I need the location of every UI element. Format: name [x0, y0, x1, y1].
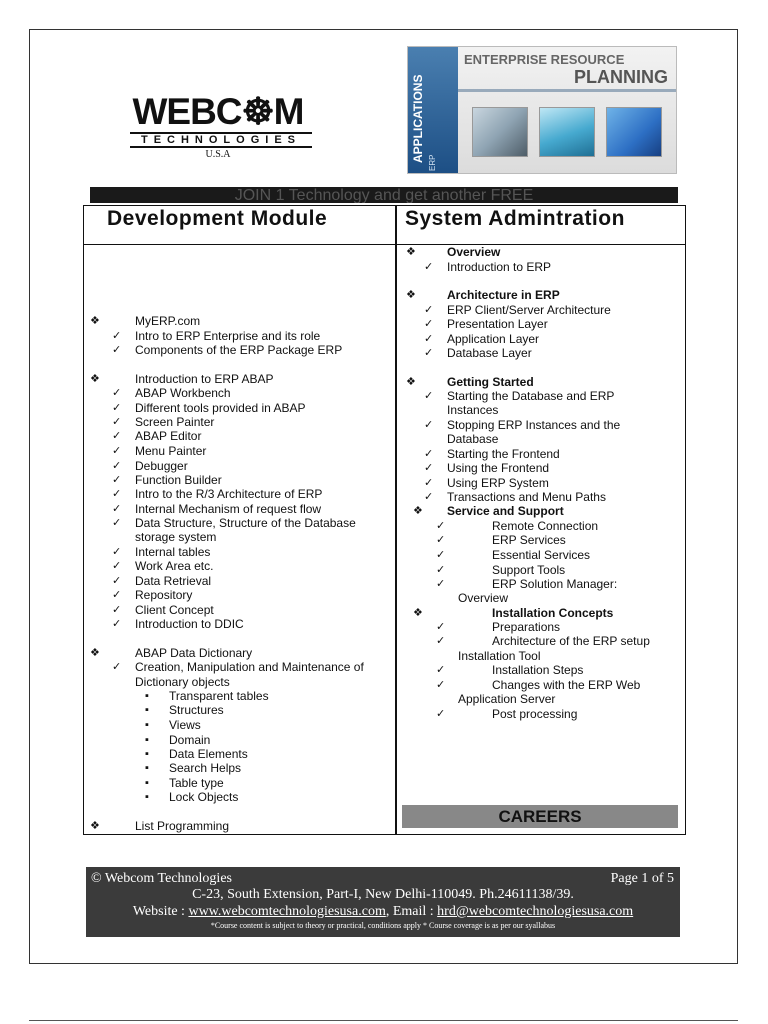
list-item: Starting the Database and ERP	[447, 389, 615, 403]
list-item: Search Helps	[169, 761, 242, 775]
checkmark-icon: ✓	[112, 589, 122, 601]
list-item: Intro to ERP Enterprise and its role	[135, 329, 321, 343]
list-item: Function Builder	[135, 473, 222, 487]
checkmark-icon: ✓	[436, 520, 446, 532]
list-item: Introduction to ERP ABAP	[135, 372, 274, 386]
email-label: , Email :	[385, 904, 434, 919]
list-item: ERP Services	[492, 533, 566, 547]
email-link[interactable]: hrd@webcomtechnologiesusa.com	[437, 904, 634, 919]
list-item: Data Structure, Structure of the Database	[135, 516, 356, 530]
square-bullet-icon: ▪	[145, 748, 149, 760]
checkmark-icon: ✓	[436, 708, 446, 720]
list-item: Overview	[458, 591, 509, 605]
checkmark-icon: ✓	[424, 347, 434, 359]
diamond-bullet-icon: ❖	[413, 505, 423, 517]
logo-subtitle: TECHNOLOGIES	[130, 132, 312, 148]
list-item: Views	[169, 718, 201, 732]
list-item: Structures	[169, 703, 224, 717]
list-item: Work Area etc.	[135, 559, 214, 573]
checkmark-icon: ✓	[112, 517, 122, 529]
list-item: Data Retrieval	[135, 574, 212, 588]
diamond-bullet-icon: ❖	[90, 820, 100, 832]
careers-button[interactable]: CAREERS	[402, 805, 678, 828]
list-item: Installation Tool	[458, 649, 541, 663]
development-module-heading: Development Module	[107, 207, 328, 230]
company-logo	[118, 91, 318, 160]
checkmark-icon: ✓	[112, 575, 122, 587]
checkmark-icon: ✓	[112, 445, 122, 457]
diamond-bullet-icon: ❖	[413, 607, 423, 619]
checkmark-icon: ✓	[436, 635, 446, 647]
list-item: Transactions and Menu Paths	[447, 490, 606, 504]
list-item: Using ERP System	[447, 476, 549, 490]
list-item: Installation Concepts	[492, 606, 614, 620]
checkmark-icon: ✓	[436, 664, 446, 676]
logo-word: WEBC☸M	[132, 91, 304, 132]
list-item: Post processing	[492, 707, 578, 721]
list-item: ERP Solution Manager:	[492, 577, 618, 591]
checkmark-icon: ✓	[112, 344, 122, 356]
banner-title-line1: ENTERPRISE RESOURCE	[464, 52, 625, 67]
square-bullet-icon: ▪	[145, 762, 149, 774]
checkmark-icon: ✓	[424, 477, 434, 489]
checkmark-icon: ✓	[424, 491, 434, 503]
checkmark-icon: ✓	[436, 621, 446, 633]
banner-divider	[458, 89, 676, 92]
list-item: Application Layer	[447, 332, 540, 346]
list-item: Screen Painter	[135, 415, 215, 429]
list-item: Transparent tables	[169, 689, 269, 703]
list-item: Using the Frontend	[447, 461, 550, 475]
banner-photo-bridge	[539, 107, 595, 157]
list-item: Remote Connection	[492, 519, 599, 533]
diamond-bullet-icon: ❖	[90, 315, 100, 327]
list-item: List Programming	[135, 819, 230, 833]
checkmark-icon: ✓	[424, 419, 434, 431]
website-label: Website :	[132, 904, 185, 919]
banner-side-label: APPLICATIONS	[411, 74, 425, 163]
list-item: Table type	[169, 776, 224, 790]
diamond-bullet-icon: ❖	[90, 647, 100, 659]
checkmark-icon: ✓	[424, 261, 434, 273]
list-item: Client Concept	[135, 603, 214, 617]
footer-disclaimer: *Course content is subject to theory or practical, conditions apply * Course coverage is as per our syallabus	[210, 921, 556, 930]
diamond-bullet-icon: ❖	[90, 373, 100, 385]
checkmark-icon: ✓	[112, 402, 122, 414]
diamond-bullet-icon: ❖	[406, 376, 416, 388]
footer-contact	[86, 904, 680, 920]
list-item: Introduction to DDIC	[135, 617, 244, 631]
list-item: Preparations	[492, 620, 561, 634]
diamond-bullet-icon: ❖	[406, 289, 416, 301]
square-bullet-icon: ▪	[145, 719, 149, 731]
header-rule	[83, 244, 686, 245]
list-item: MyERP.com	[135, 314, 201, 328]
checkmark-icon: ✓	[424, 333, 434, 345]
square-bullet-icon: ▪	[145, 791, 149, 803]
list-item: Presentation Layer	[447, 317, 548, 331]
banner-photo-airport	[472, 107, 528, 157]
checkmark-icon: ✓	[112, 488, 122, 500]
square-bullet-icon: ▪	[145, 690, 149, 702]
list-item: Data Elements	[169, 747, 248, 761]
list-item: Architecture in ERP	[447, 288, 560, 302]
square-bullet-icon: ▪	[145, 704, 149, 716]
list-item: storage system	[135, 530, 217, 544]
list-item: Internal Mechanism of request flow	[135, 502, 322, 516]
list-item: ABAP Workbench	[135, 386, 231, 400]
list-item: Menu Painter	[135, 444, 207, 458]
list-item: Changes with the ERP Web	[492, 678, 641, 692]
list-item: Starting the Frontend	[447, 447, 560, 461]
list-item: Installation Steps	[492, 663, 584, 677]
square-bullet-icon: ▪	[145, 734, 149, 746]
square-bullet-icon: ▪	[145, 777, 149, 789]
website-link[interactable]: www.webcomtechnologiesusa.com	[188, 904, 386, 919]
banner-photo-dish	[606, 107, 662, 157]
checkmark-icon: ✓	[424, 390, 434, 402]
list-item: ERP Client/Server Architecture	[447, 303, 611, 317]
list-item: ABAP Data Dictionary	[135, 646, 253, 660]
checkmark-icon: ✓	[112, 430, 122, 442]
list-item: Creation, Manipulation and Maintenance of	[135, 660, 364, 674]
checkmark-icon: ✓	[436, 564, 446, 576]
footer-page-number: Page 1 of 5	[610, 871, 674, 886]
list-item: Essential Services	[492, 548, 591, 562]
logo-country: U.S.A	[205, 149, 231, 160]
list-item: Components of the ERP Package ERP	[135, 343, 343, 357]
checkmark-icon: ✓	[112, 546, 122, 558]
footer-copyright: © Webcom Technologies	[91, 871, 232, 886]
list-item: Support Tools	[492, 563, 566, 577]
checkmark-icon: ✓	[424, 448, 434, 460]
list-item: Introduction to ERP	[447, 260, 552, 274]
checkmark-icon: ✓	[112, 560, 122, 572]
checkmark-icon: ✓	[436, 578, 446, 590]
footer-address: C-23, South Extension, Part-I, New Delhi-110049. Ph.24611138/39.	[192, 887, 574, 902]
list-item: Overview	[447, 245, 501, 259]
checkmark-icon: ✓	[424, 304, 434, 316]
checkmark-icon: ✓	[436, 679, 446, 691]
list-item: ABAP Editor	[135, 429, 202, 443]
footer	[86, 867, 680, 937]
checkmark-icon: ✓	[112, 503, 122, 515]
list-item: Debugger	[135, 459, 188, 473]
checkmark-icon: ✓	[112, 416, 122, 428]
checkmark-icon: ✓	[112, 460, 122, 472]
list-item: Stopping ERP Instances and the	[447, 418, 621, 432]
bottom-rule	[29, 1020, 738, 1021]
checkmark-icon: ✓	[424, 318, 434, 330]
checkmark-icon: ✓	[112, 387, 122, 399]
list-item: Application Server	[458, 692, 556, 706]
list-item: Repository	[135, 588, 193, 602]
checkmark-icon: ✓	[112, 661, 122, 673]
checkmark-icon: ✓	[112, 604, 122, 616]
list-item: Getting Started	[447, 375, 534, 389]
list-item: Lock Objects	[169, 790, 239, 804]
list-item: Database	[447, 432, 499, 446]
diamond-bullet-icon: ❖	[406, 246, 416, 258]
column-divider	[395, 205, 397, 835]
erp-banner	[407, 46, 677, 174]
list-item: Domain	[169, 733, 211, 747]
list-item: Dictionary objects	[135, 675, 230, 689]
checkmark-icon: ✓	[424, 462, 434, 474]
checkmark-icon: ✓	[436, 549, 446, 561]
list-item: Database Layer	[447, 346, 532, 360]
list-item: Service and Support	[447, 504, 564, 518]
banner-side-sublabel: ERP	[428, 154, 437, 171]
checkmark-icon: ✓	[112, 474, 122, 486]
checkmark-icon: ✓	[112, 618, 122, 630]
system-admin-heading: System Admintration	[405, 207, 625, 230]
banner-title-line2: PLANNING	[574, 67, 668, 87]
list-item: Architecture of the ERP setup	[492, 634, 650, 648]
banner-side-strip	[408, 47, 458, 173]
list-item: Different tools provided in ABAP	[135, 401, 306, 415]
join-offer-strip: JOIN 1 Technology and get another FREE	[90, 187, 678, 203]
checkmark-icon: ✓	[436, 534, 446, 546]
list-item: Internal tables	[135, 545, 211, 559]
list-item: Intro to the R/3 Architecture of ERP	[135, 487, 323, 501]
checkmark-icon: ✓	[112, 330, 122, 342]
list-item: Instances	[447, 403, 499, 417]
